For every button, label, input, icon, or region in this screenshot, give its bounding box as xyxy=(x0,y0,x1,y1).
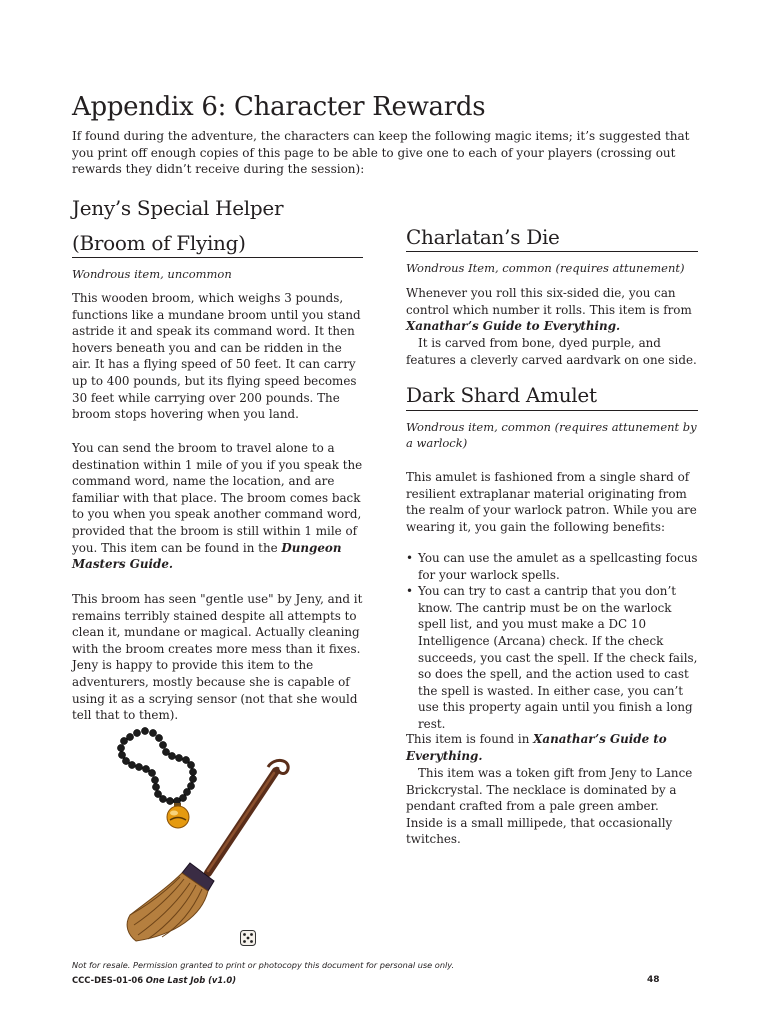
bullet-icon: • xyxy=(406,551,414,565)
page-title: Appendix 6: Character Rewards xyxy=(72,92,486,122)
footer-legal-note: Not for resale. Permission granted to print or photocopy this document for personal use only. xyxy=(72,960,455,970)
broom-paragraph-2-text: You can send the broom to travel alone to a destination within 1 mile of you if you speak the command word, name the location, and are familiar with that place. The broom comes back to you when you speak another command word, provided that the broom is still within 1 mile of you. This item can be found in the xyxy=(72,441,363,555)
bullet-icon: • xyxy=(406,584,414,599)
die-title: Charlatan’s Die xyxy=(406,225,560,249)
amulet-benefit-2: • You can try to cast a cantrip that you don’t know. The cantrip must be on the warlock spell list, and you must make a DC 10 Intelligence (Arcana) check. If the check succeeds, you cast the spell. If the check fails, so does the spell, and the action used to cast the spell is wasted. In either case, you can’t use this property again until you finish a long rest. xyxy=(406,584,698,731)
amulet-benefits-list xyxy=(406,550,698,733)
broom-paragraph-3: This broom has seen "gentle use" by Jeny, and it remains terribly stained despite all attempts to clean it, mundane or magical. Actually cleaning with the broom creates more mess than it fixes. Jeny is happy to provide this item to the adventurers, mostly because she is capable of using it as a scrying sensor (not that she would tell that to them). xyxy=(72,592,363,723)
broom-title-rule xyxy=(72,257,363,258)
amulet-subtitle: Wondrous item, common (requires attunement by a warlock) xyxy=(406,420,697,450)
broom-subtitle: Wondrous item, uncommon xyxy=(72,267,232,281)
die-paragraph-1 xyxy=(406,285,698,335)
die-paragraph-2: It is carved from bone, dyed purple, and features a cleverly carved aardvark on one side. xyxy=(406,336,697,367)
amulet-paragraph-3: This item was a token gift from Jeny to Lance Brickcrystal. The necklace is dominated by a pendant crafted from a pale green amber. Inside is a small millipede, that occasionally twitches. xyxy=(406,766,693,847)
footer-module-title: One Last Job (v1.0) xyxy=(145,975,237,985)
amulet-source-line xyxy=(406,731,698,764)
amulet-source-prefix: This item is found in xyxy=(406,732,530,746)
footer-document-code xyxy=(72,975,236,985)
broom-paragraph-2 xyxy=(72,440,364,573)
broom-title-line2: (Broom of Flying) xyxy=(72,231,246,255)
broom-paragraph-1: This wooden broom, which weighs 3 pounds, functions like a mundane broom until you stand astride it and speak its command word. It then hovers beneath you and can be ridden in the air. It has a flying speed of 50 feet. It can carry up to 400 pounds, but its flying speed becomes 30 feet while carrying over 200 pounds. The broom stops hovering when you land. xyxy=(72,291,361,422)
broom-title-line1: Jeny’s Special Helper xyxy=(72,196,284,220)
die-icon xyxy=(239,929,257,947)
die-subtitle: Wondrous Item, common (requires attunement) xyxy=(406,261,685,275)
amulet-source-title: Xanathar’s Guide to Everything. xyxy=(406,732,667,763)
intro-text: If found during the adventure, the characters can keep the following magic items; it’s suggested that you print off enough copies of this page to be able to give one to each of your players (crossing out rewards they didn’t receive during the session): xyxy=(72,129,690,176)
footer-code: CCC-DES-01-06 xyxy=(72,975,144,985)
die-source-title: Xanathar’s Guide to Everything. xyxy=(406,319,621,334)
amulet-paragraph-1: This amulet is fashioned from a single shard of resilient extraplanar material originating from the realm of your warlock patron. While you are wearing it, you gain the following benefits: xyxy=(406,470,697,534)
broom-source-title: Dungeon Masters Guide. xyxy=(72,540,342,572)
page-number: 48 xyxy=(647,975,660,985)
amulet-title-rule xyxy=(406,410,698,411)
die-title-rule xyxy=(406,251,698,252)
amulet-title: Dark Shard Amulet xyxy=(406,383,597,407)
amulet-benefit-1: • You can use the amulet as a spellcasting focus for your warlock spells. xyxy=(406,551,698,582)
die-paragraph-1-text: Whenever you roll this six-sided die, you can control which number it rolls. This item is from xyxy=(406,286,692,317)
broom-icon xyxy=(122,755,312,945)
